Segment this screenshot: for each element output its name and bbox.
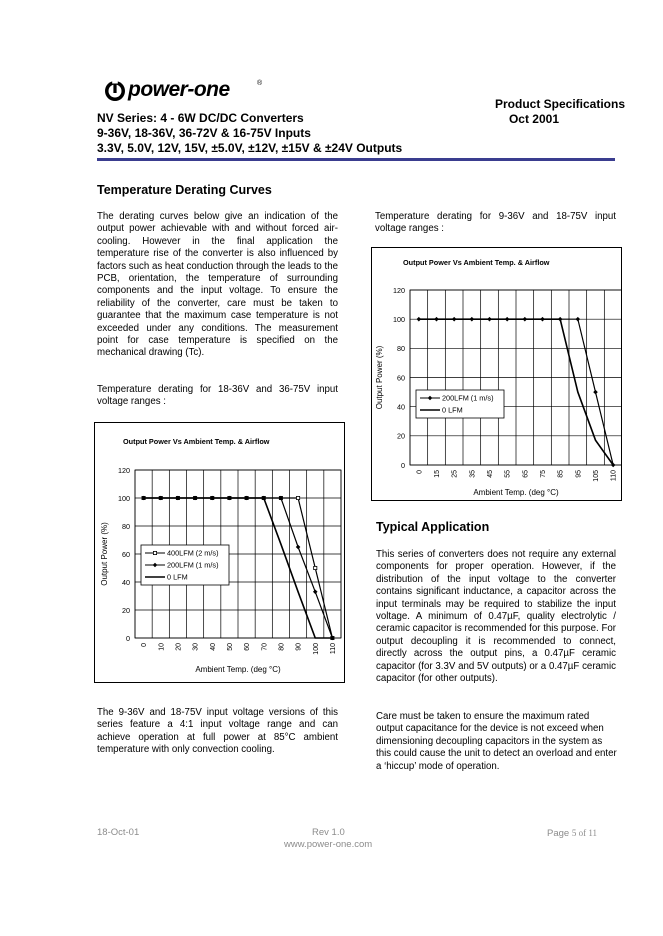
y-tick-label: 100: [118, 493, 130, 503]
data-point: [296, 545, 301, 550]
typical-body-2: Care must be taken to ensure the maximum rated output capacitance for the device is not exceed when dimensioning decoupling capacitors in the system as this could cause the unit to detect an overload and enter a ‘hiccup’ mode of operation.: [376, 711, 617, 772]
y-axis-label: Output Power (%): [375, 345, 384, 410]
y-tick-label: 120: [118, 465, 130, 475]
y-tick-label: 60: [397, 373, 405, 383]
derating-chart-1: [95, 423, 344, 682]
registered-mark: ®: [257, 80, 263, 87]
x-tick-label: 55: [504, 470, 512, 478]
x-tick-label: 70: [261, 643, 269, 651]
chart-title: Output Power Vs Ambient Temp. & Airflow: [123, 437, 270, 446]
chart-title: Output Power Vs Ambient Temp. & Airflow: [403, 258, 550, 267]
y-tick-label: 20: [122, 605, 130, 615]
x-tick-label: 60: [244, 643, 252, 651]
x-tick-label: 45: [487, 470, 494, 478]
y-tick-label: 0: [401, 460, 405, 470]
x-tick-label: 35: [469, 470, 477, 478]
derating-ranges-18-36: Temperature derating for 18-36V and 36-75V input voltage ranges :: [97, 384, 338, 408]
spec-date: Oct 2001: [508, 112, 560, 126]
x-tick-label: 80: [278, 643, 286, 651]
data-point: [313, 590, 318, 595]
legend-label: 200LFM (1 m/s): [167, 560, 219, 570]
power-one-logo-icon: [104, 80, 126, 102]
footer-page-of: 5 of 11: [571, 828, 597, 838]
footer-page-label: Page: [547, 828, 570, 839]
series-line: NV Series: 4 - 6W DC/DC Converters: [97, 111, 304, 125]
x-tick-label: 30: [192, 643, 200, 651]
y-axis-label: Output Power (%): [100, 522, 109, 586]
x-tick-label: 65: [522, 470, 530, 478]
data-point: [314, 566, 317, 569]
header-rule: [97, 158, 615, 161]
footer-website[interactable]: www.power-one.com: [284, 839, 373, 850]
y-tick-label: 80: [397, 344, 405, 354]
x-tick-label: 50: [226, 643, 234, 651]
footer-page: [547, 827, 597, 840]
inputs-line: 9-36V, 18-36V, 36-72V & 16-75V Inputs: [97, 126, 311, 140]
y-tick-label: 100: [393, 314, 405, 324]
typical-body: This series of converters does not require any external components for proper operation. However, if the distribution of the input voltage to the converter contains significant inductance, a capacitor across the input terminals may be required to stabilize the input voltage. A minimum of 0.47µF, quality electrolytic / ceramic capacitor is recommended for this purpose. For output decoupling it is recommended to connect, directly across the output pins, a 0.47µF ceramic capacitor (for 3.3V and 5V outputs) or a 0.47µF ceramic capacitor (for other outputs).: [376, 549, 616, 685]
x-tick-label: 85: [557, 470, 565, 478]
legend-label: 0 LFM: [167, 572, 188, 582]
x-tick-label: 95: [575, 470, 583, 478]
x-tick-label: 110: [610, 470, 618, 482]
spec-title: Product Specifications: [494, 97, 626, 111]
x-tick-label: 25: [451, 470, 459, 478]
y-tick-label: 80: [122, 521, 130, 531]
x-tick-label: 15: [434, 470, 441, 478]
x-axis-label: Ambient Temp. (deg °C): [195, 665, 281, 674]
x-tick-label: 0: [416, 470, 424, 474]
x-tick-label: 10: [158, 643, 166, 651]
outputs-line: 3.3V, 5.0V, 12V, 15V, ±5.0V, ±12V, ±15V & ±24V Outputs: [97, 141, 403, 155]
x-tick-label: 110: [329, 643, 337, 655]
x-tick-label: 105: [593, 470, 600, 482]
logo-wordmark: power-one: [128, 78, 230, 101]
x-tick-label: 40: [209, 643, 217, 651]
derating-ranges-9-36: Temperature derating for 9-36V and 18-75V input voltage ranges :: [375, 211, 616, 235]
data-point: [576, 317, 581, 322]
x-axis-label: Ambient Temp. (deg °C): [473, 488, 559, 497]
legend-label: 0 LFM: [442, 405, 463, 415]
legend-label: 200LFM (1 m/s): [442, 393, 494, 403]
y-tick-label: 20: [397, 431, 405, 441]
y-tick-label: 60: [122, 549, 130, 559]
derating-intro: The derating curves below give an indication of the output power achievable with and without forced air-cooling. However in the final application the temperature rise of the converter is also influenced by factors such as heat conduction through the leads to the PCB, orientation, the temperature of surrounding components and the input voltage. To ensure the reliability of the converter, care must be taken to guarantee that the maximum case temperature is not exceeded under any conditions. The measurement point for case temperature is specified on the mechanical drawing (Tc).: [97, 211, 338, 359]
x-tick-label: 20: [175, 643, 183, 651]
x-tick-label: 90: [295, 643, 303, 651]
derating-closing: The 9-36V and 18-75V input voltage versions of this series feature a 4:1 input voltage range and can achieve operation at full power at 85°C ambient temperature with only convection cooling.: [97, 707, 338, 756]
section-title-typical: Typical Application: [376, 520, 490, 534]
x-tick-label: 75: [540, 470, 547, 478]
footer-rev: Rev 1.0: [312, 827, 345, 838]
x-tick-label: 100: [312, 643, 320, 655]
chart-2-frame: [371, 247, 622, 501]
footer-date: 18-Oct-01: [97, 827, 140, 838]
section-title-derating: Temperature Derating Curves: [97, 183, 272, 197]
legend-marker: [153, 551, 156, 554]
y-tick-label: 120: [393, 285, 405, 295]
data-point: [296, 496, 299, 499]
chart-1-frame: [94, 422, 345, 683]
data-point: [593, 390, 598, 395]
x-tick-label: 0: [141, 643, 149, 647]
y-tick-label: 0: [126, 633, 130, 643]
legend-label: 400LFM (2 m/s): [167, 548, 219, 558]
y-tick-label: 40: [122, 577, 130, 587]
y-tick-label: 40: [397, 402, 405, 412]
derating-chart-2: [372, 248, 621, 500]
